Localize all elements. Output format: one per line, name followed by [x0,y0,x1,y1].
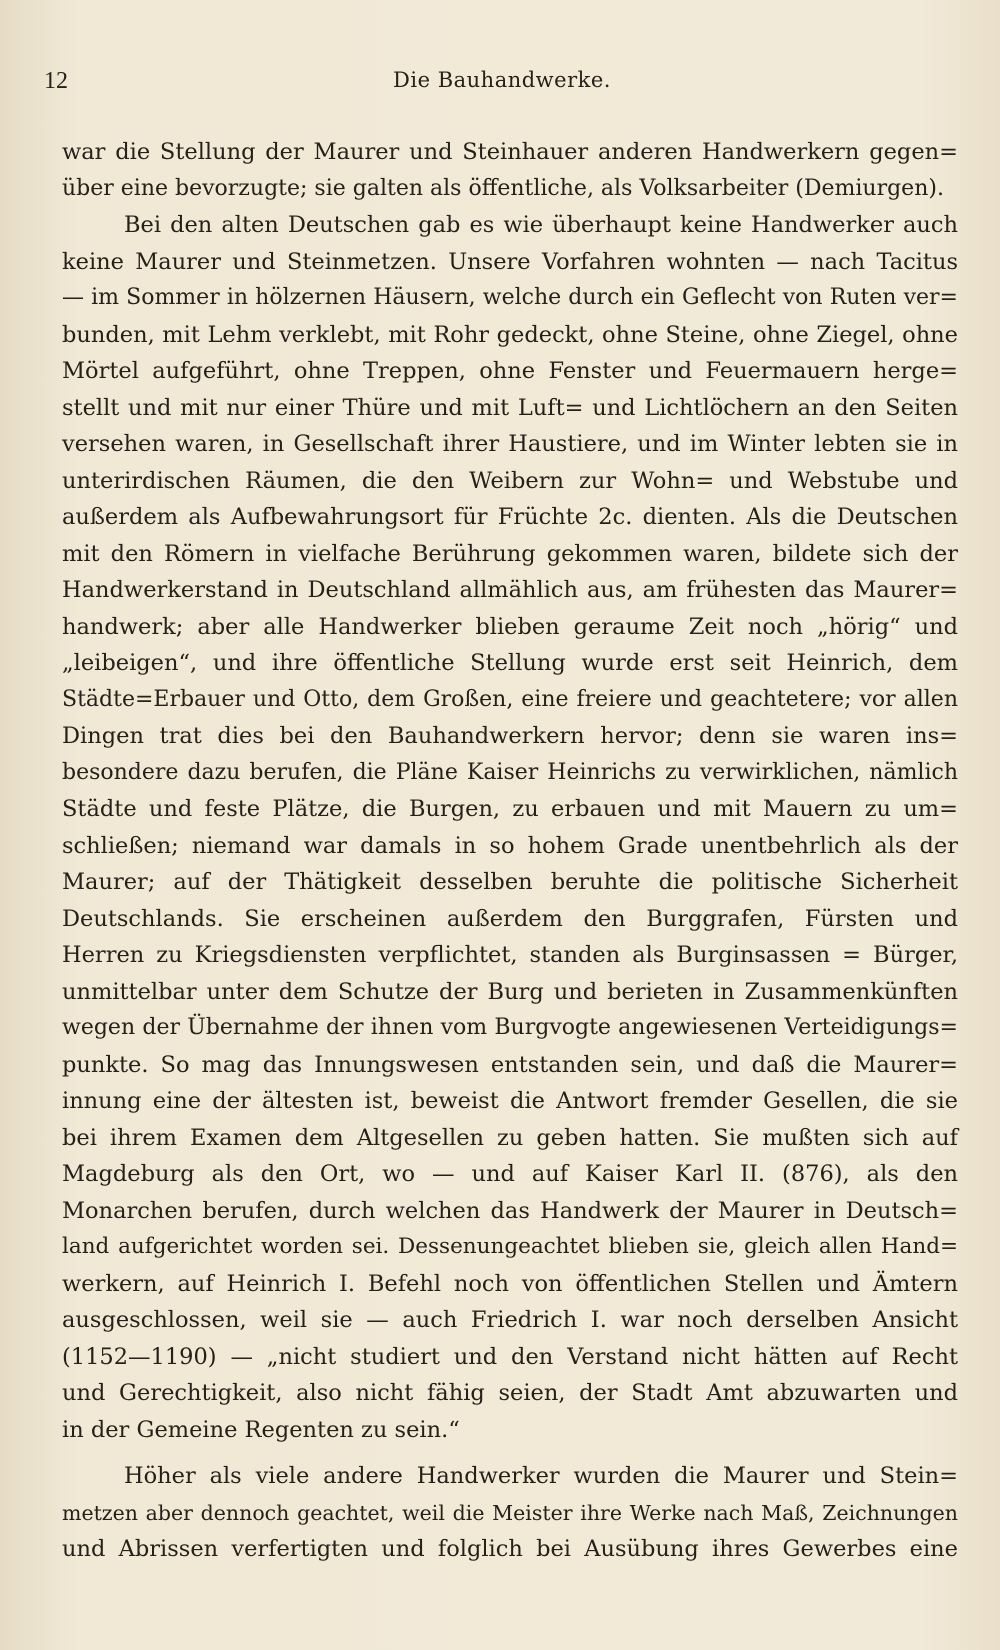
text-line: Mörtel aufgeführt, ohne Treppen, ohne Fenster und Feuermauern herge= [62,358,958,384]
text-line: Magdeburg als den Ort, wo — und auf Kaiser Karl II. (876), als den [62,1161,958,1187]
text-line: Handwerkerstand in Deutschland allmählich aus, am frühesten das Maurer= [62,577,958,603]
text-line: Dingen trat dies bei den Bauhandwerkern hervor; denn sie waren ins= [62,723,958,749]
text-line: Herren zu Kriegsdiensten verpflichtet, standen als Burginsassen = Bürger, [62,942,958,968]
text-line: innung eine der ältesten ist, beweist die Antwort fremder Gesellen, die sie [62,1088,958,1114]
text-line: schließen; niemand war damals in so hohem Grade unentbehrlich als der [62,832,958,859]
text-line: mit den Römern in vielfache Berührung gekommen waren, bildete sich der [62,540,958,567]
text-line: versehen waren, in Gesellschaft ihrer Haustiere, und im Winter lebten sie in [62,431,958,457]
text-line: wegen der Übernahme der ihnen vom Burgvogte angewiesenen Verteidigungs= [62,1015,958,1040]
text-line: Höher als viele andere Handwerker wurden die Maurer und Stein= [124,1463,958,1489]
page-header [44,62,960,102]
text-line: keine Maurer und Steinmetzen. Unsere Vorfahren wohnten — nach Tacitus [62,248,958,275]
text-line: Maurer; auf der Thätigkeit desselben beruhte die politische Sicherheit [62,869,958,895]
text-line: land aufgerichtet worden sei. Dessenungeachtet blieben sie, gleich allen Hand= [62,1234,958,1259]
text-line: punkte. So mag das Innungswesen entstanden sein, und daß die Maurer= [62,1051,958,1078]
running-head: Die Bauhandwerke. [393,68,611,92]
paragraph [62,207,958,1448]
text-line: Städte und feste Plätze, die Burgen, zu erbauen und mit Mauern zu um= [62,796,958,822]
text-line: außerdem als Aufbewahrungsort für Früchte 2c. dienten. Als die Deutschen [62,504,958,530]
text-line: — im Sommer in hölzernen Häusern, welche durch ein Geflecht von Ruten ver= [62,285,958,310]
text-line: stellt und mit nur einer Thüre und mit Luft= und Lichtlöchern an den Seiten [62,394,958,421]
text-line: unmittelbar unter dem Schutze der Burg und berieten in Zusammenkünften [62,978,958,1005]
text-line: Deutschlands. Sie erscheinen außerdem den Burggrafen, Fürsten und [62,905,958,932]
text-line: besondere dazu berufen, die Pläne Kaiser Heinrichs zu verwirklichen, nämlich [62,759,958,785]
text-line: in der Gemeine Regenten zu sein.“ [62,1416,460,1443]
text-line: Monarchen berufen, durch welchen das Handwerk der Maurer in Deutsch= [62,1197,958,1224]
text-line: „leibeigen“, und ihre öffentliche Stellung wurde erst seit Heinrich, dem [62,650,958,676]
text-line: handwerk; aber alle Handwerker blieben geraume Zeit noch „hörig“ und [62,613,958,640]
text-line: (1152—1190) — „nicht studiert und den Verstand nicht hätten auf Recht [62,1343,958,1370]
text-line: bei ihrem Examen dem Altgesellen zu geben hatten. Sie mußten sich auf [62,1124,958,1151]
text-line: unterirdischen Räumen, die den Weibern zur Wohn= und Webstube und [62,467,958,494]
text-line: bunden, mit Lehm verklebt, mit Rohr gedeckt, ohne Steine, ohne Ziegel, ohne [62,321,958,348]
text-line: und Gerechtigkeit, also nicht fähig seien, der Stadt Amt abzuwarten und [62,1380,958,1406]
body-text [62,134,958,1568]
text-line: metzen aber dennoch geachtet, weil die Meister ihre Werke nach Maß, Zeichnungen [62,1500,958,1525]
text-line: und Abrissen verfertigten und folglich bei Ausübung ihres Gewerbes eine [62,1536,958,1562]
paragraph [62,134,958,207]
text-line: war die Stellung der Maurer und Steinhauer anderen Handwerkern gegen= [62,139,958,165]
text-line: Bei den alten Deutschen gab es wie überhaupt keine Handwerker auch [124,212,958,238]
text-line: werkern, auf Heinrich I. Befehl noch von öffentlichen Stellen und Ämtern [62,1270,958,1297]
text-line: Städte=Erbauer und Otto, dem Großen, eine freiere und geachtetere; vor allen [62,686,958,712]
page-number: 12 [44,68,68,94]
paragraph [62,1458,958,1568]
text-line: ausgeschlossen, weil sie — auch Friedrich I. war noch derselben Ansicht [62,1307,958,1333]
text-line: über eine bevorzugte; sie galten als öffentliche, als Volksarbeiter (Demiurgen). [62,175,944,201]
